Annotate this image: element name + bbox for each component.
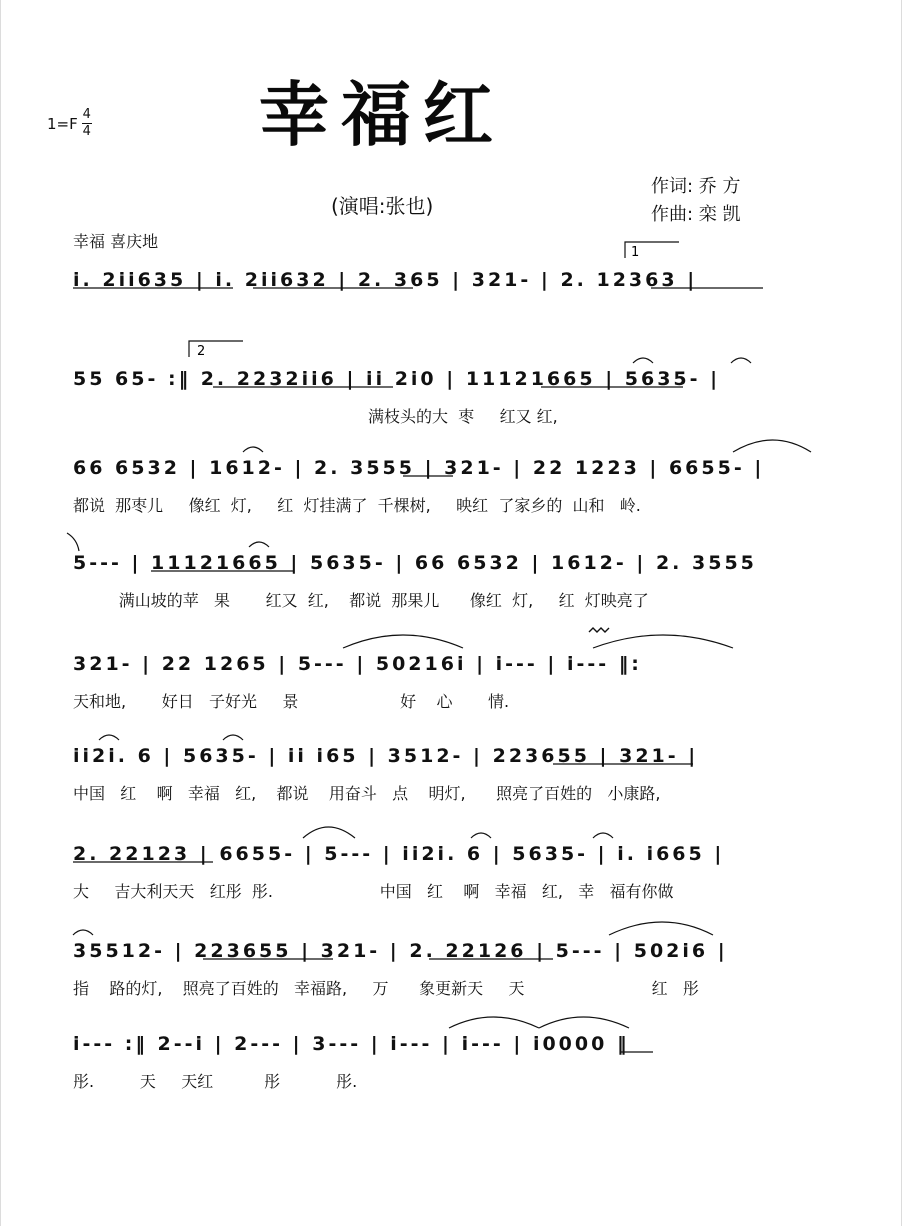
time-signature: [82, 108, 92, 139]
system-2-notes: 55 65- :‖ 2. 2232ii6 | ii 2i0 | 11121665 | 5635- |: [73, 368, 721, 390]
tie-arc: [539, 1017, 629, 1028]
system-1-marks: [73, 238, 833, 272]
system-7-lyrics: 大 吉大利天天 红彤 彤. 中国 红 啊 幸福 红, 幸 福有你做: [73, 882, 674, 901]
slur-arc: [223, 735, 243, 740]
system-6-marks: [73, 714, 833, 748]
system-9-marks: [73, 1002, 833, 1036]
composer-credit: 作曲: 栾 凯: [651, 204, 741, 225]
tie-arc: [67, 533, 79, 551]
system-8-notes: 35512- | 223655 | 321- | 2. 22126 | 5--- | 502i6 |: [73, 940, 728, 962]
slur-arc: [593, 833, 613, 838]
slur-arc: [731, 358, 751, 363]
song-title: 幸福红: [259, 73, 505, 156]
system-9-lyrics: 彤. 天 天红 彤 彤.: [73, 1072, 358, 1091]
tie-arc: [303, 827, 355, 838]
system-5-notes: 321- | 22 1265 | 5--- | 50216i | i--- | i--- ‖:: [73, 653, 642, 675]
slur-arc: [73, 930, 93, 935]
slur-arc: [243, 447, 263, 452]
system-3-marks: [73, 426, 833, 460]
tie-arc: [733, 440, 811, 452]
system-3-lyrics: 都说 那枣儿 像红 灯, 红 灯挂满了 千棵树, 映红 了家乡的 山和 岭.: [73, 496, 641, 515]
system-9-notes: i--- :‖ 2--i | 2--- | 3--- | i--- | i--- | i0000 ‖: [73, 1033, 630, 1055]
system-4-marks: [73, 521, 833, 555]
tie-arc: [593, 635, 733, 648]
slur-arc: [99, 735, 119, 740]
tie-arc: [343, 635, 463, 648]
system-2-marks: [73, 337, 833, 371]
time-bottom: 4: [82, 124, 91, 139]
system-7-marks: [73, 812, 833, 846]
system-8-marks: [73, 909, 833, 943]
slur-arc: [633, 358, 653, 363]
system-4-lyrics: 满山坡的苹 果 红又 红, 都说 那果儿 像红 灯, 红 灯映亮了: [73, 591, 649, 610]
system-4-notes: 5--- | 11121665 | 5635- | 66 6532 | 1612- | 2. 3555: [73, 552, 757, 574]
system-6-lyrics: 中国 红 啊 幸福 红, 都说 用奋斗 点 明灯, 照亮了百姓的 小康路,: [73, 784, 661, 803]
key-signature: [47, 108, 92, 139]
time-top: 4: [82, 107, 91, 122]
lyricist-credit: 作词: 乔 方: [651, 176, 741, 197]
system-6-notes: ii2i. 6 | 5635- | ii i65 | 3512- | 223655 | 321- |: [73, 745, 699, 767]
system-3-notes: 66 6532 | 1612- | 2. 3555 | 321- | 22 1223 | 6655- |: [73, 457, 765, 479]
slur-arc: [249, 542, 269, 547]
system-8-lyrics: 指 路的灯, 照亮了百姓的 幸福路, 万 象更新天 天 红 彤: [73, 979, 699, 998]
system-5-lyrics: 天和地, 好日 子好光 景 好 心 情.: [73, 692, 510, 711]
trill-mark: [589, 628, 609, 632]
tie-arc: [609, 922, 713, 935]
ending-1-number: 1: [631, 245, 640, 260]
slur-arc: [471, 833, 491, 838]
ending-2-number: 2: [197, 344, 206, 359]
system-1-notes: i. 2ii635 | i. 2ii632 | 2. 365 | 321- | 2. 12363 |: [73, 269, 698, 291]
system-7-notes: 2. 22123 | 6655- | 5--- | ii2i. 6 | 5635- | i. i665 |: [73, 843, 725, 865]
system-5-marks: [73, 622, 833, 656]
tie-arc: [449, 1017, 539, 1028]
system-2-lyrics: 满枝头的大 枣 红又 红,: [73, 407, 558, 426]
singer-credit: (演唱:张也): [331, 194, 434, 218]
key-label: 1=F: [47, 114, 78, 133]
tempo-marking: 幸福 喜庆地: [73, 232, 159, 251]
